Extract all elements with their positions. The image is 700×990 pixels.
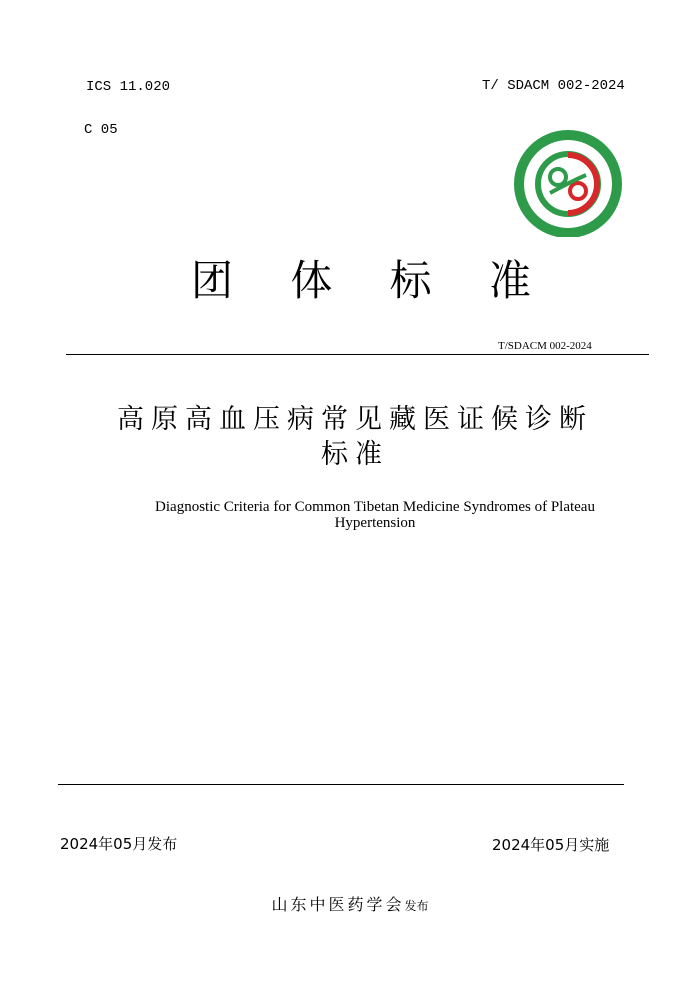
publisher-suffix: 发布 — [404, 899, 429, 913]
document-type: 团 体 标 准 — [190, 256, 554, 305]
chinese-title-line2: 标准 — [321, 439, 389, 470]
english-title: Diagnostic Criteria for Common Tibetan Medicine Syndromes of Plateau Hypertension — [155, 499, 595, 531]
chinese-title-line1: 高原高血压病常见藏医证候诊断 — [117, 404, 593, 435]
divider-bottom — [58, 784, 624, 785]
divider-top — [66, 354, 649, 355]
ccs-code: C 05 — [84, 122, 118, 138]
publisher-org: 山东中医药学会 — [271, 895, 405, 914]
ics-code: ICS 11.020 — [86, 79, 171, 95]
publisher — [0, 892, 700, 915]
chinese-title — [60, 402, 650, 472]
standard-number-small: T/SDACM 002-2024 — [498, 340, 592, 352]
association-logo — [510, 127, 626, 237]
standard-number: T/ SDACM 002-2024 — [482, 78, 625, 94]
association-seal-icon — [510, 127, 626, 237]
publish-date: 2024年05月发布 — [60, 835, 178, 853]
implement-date: 2024年05月实施 — [492, 836, 610, 854]
